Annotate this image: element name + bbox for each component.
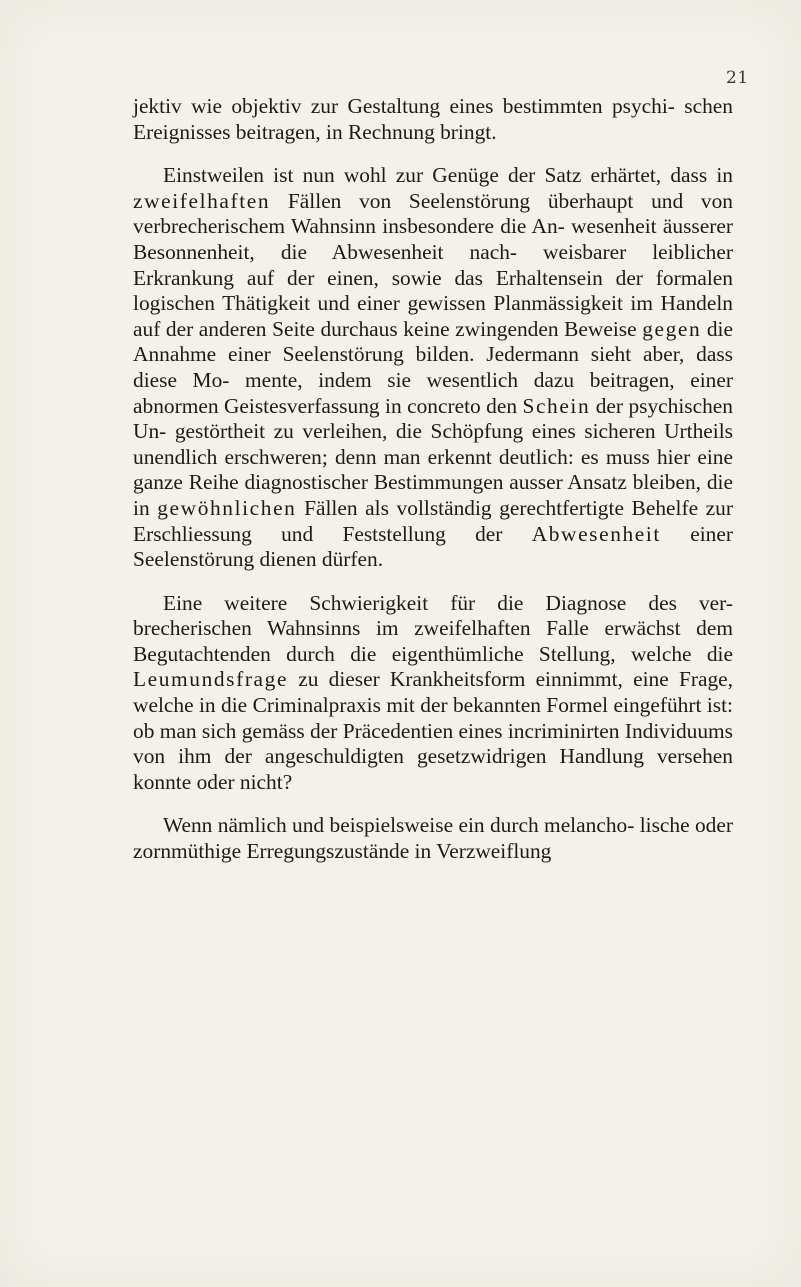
emphasis-leumundsfrage: Leumundsfrage bbox=[133, 667, 289, 692]
emphasis-gewoehnlichen: gewöhnlichen bbox=[157, 495, 297, 520]
text-segment: Einstweilen ist nun wohl zur Genüge der Satz erhärtet, dass in bbox=[163, 163, 733, 188]
paragraph-1-text: jektiv wie objektiv zur Gestaltung eines bestimmten psychi- schen Ereignisses beitragen, in Rechnung bringt. bbox=[133, 94, 733, 144]
emphasis-schein: Schein bbox=[522, 393, 591, 418]
body-text bbox=[133, 94, 733, 865]
text-segment: der psychischen Un- gestörtheit zu verleihen, die Schöpfung eines sicheren Urtheils unendlich erschweren; denn man erkennt deutlich: es muss hier eine ganze Reihe diagnostischer Bestimmungen ausser Ansatz bleiben, die in bbox=[133, 393, 733, 520]
text-segment: einer Seelenstörung dienen dürfen. bbox=[133, 521, 733, 572]
text-segment: die Annahme einer Seelenstörung bilden. Jedermann sieht aber, dass diese Mo- mente, indem sie wesentlich dazu beitragen, einer abnormen Geistesverfassung in concreto den bbox=[133, 316, 733, 418]
text-segment: Wenn nämlich und beispielsweise ein durch melancho- lische oder zornmüthige Erregungszustände in Verzweiflung bbox=[133, 813, 733, 864]
emphasis-zweifelhaften: zweifelhaften bbox=[133, 188, 271, 213]
paragraph-3 bbox=[133, 591, 733, 796]
paragraph-1 bbox=[133, 94, 733, 145]
paragraph-2 bbox=[133, 163, 733, 573]
text-segment: Eine weitere Schwierigkeit für die Diagnose des ver- brecherischen Wahnsinns im zweifelhaften Falle erwächst dem Begutachtenden durch die eigenthümliche Stellung, welche die bbox=[133, 590, 733, 666]
emphasis-abwesenheit: Abwesenheit bbox=[531, 521, 661, 546]
text-segment: Fällen als vollständig gerechtfertigte Behelfe zur Erschliessung und Feststellung der bbox=[133, 495, 733, 546]
text-segment: zu dieser Krankheitsform einnimmt, eine Frage, welche in die Criminalpraxis mit der bekannten Formel eingeführt ist: ob man sich gemäss der Präcedentien eines incriminirten Individuums von ihm der angeschuldigten gesetzwidrigen Handlung versehen konnte oder nicht? bbox=[133, 667, 733, 794]
emphasis-gegen: gegen bbox=[642, 316, 702, 341]
page-number: 21 bbox=[726, 68, 749, 88]
paragraph-4 bbox=[133, 813, 733, 864]
text-segment: Fällen von Seelenstörung überhaupt und von verbrecherischem Wahnsinn insbesondere die An- wesenheit äusserer Besonnenheit, die Abwesenheit nach- weisbarer leiblicher Erkrankung auf der einen, sowie das Erhaltensein der formalen logischen Thätigkeit und einer gewissen Planmässigkeit im Handeln auf der anderen Seite durchaus keine zwingenden Beweise bbox=[133, 188, 733, 341]
